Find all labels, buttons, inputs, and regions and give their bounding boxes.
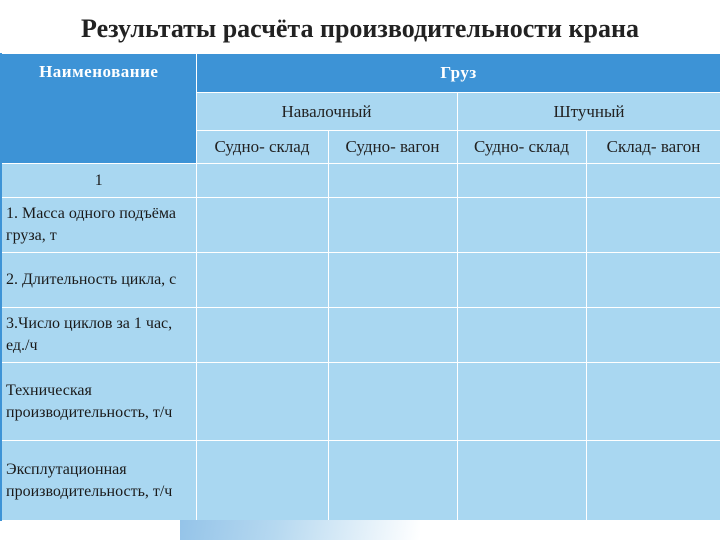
- header-name-label: Наименование: [39, 62, 159, 81]
- table-cell: [196, 164, 328, 198]
- header-cargo-label: Груз: [440, 63, 477, 82]
- table-cell: [196, 198, 328, 253]
- table-cell: [586, 164, 720, 198]
- table-cell: [196, 253, 328, 308]
- table-cell: [196, 441, 328, 521]
- table-cell: [457, 308, 586, 363]
- table-row: [1, 198, 720, 253]
- row-label-mass: 1. Масса одного подъёма груза, т: [1, 198, 196, 253]
- table-cell: [457, 253, 586, 308]
- table-row: [1, 253, 720, 308]
- table-cell: [586, 253, 720, 308]
- table-row-number: [1, 164, 720, 198]
- table-cell: [328, 253, 457, 308]
- table-cell: [586, 363, 720, 441]
- table-cell: [586, 441, 720, 521]
- table-cell: [196, 363, 328, 441]
- row-label-technical-productivity: Техническая производительность, т/ч: [1, 363, 196, 441]
- table-cell: [457, 441, 586, 521]
- header-cargo-cell: [196, 54, 720, 93]
- header-group-piece-label: Штучный: [553, 101, 625, 121]
- table-cell: [328, 308, 457, 363]
- table-row: [1, 363, 720, 441]
- header-row-cargo: [1, 54, 720, 93]
- results-table: [0, 53, 720, 521]
- table-cell: [457, 363, 586, 441]
- header-group-bulk-label: Навалочный: [281, 101, 372, 121]
- table-cell: [328, 363, 457, 441]
- table-row: [1, 308, 720, 363]
- table-cell: [328, 441, 457, 521]
- header-name-cell: [1, 54, 196, 164]
- table-cell: [196, 308, 328, 363]
- header-group-piece: [457, 93, 720, 131]
- page-title: Результаты расчёта производительности крана: [81, 14, 639, 43]
- table-cell: [328, 198, 457, 253]
- table-cell: [586, 198, 720, 253]
- row-label-cycles-per-hour: 3.Число циклов за 1 час, ед./ч: [1, 308, 196, 363]
- header-op-ship-warehouse-1: Судно- склад: [196, 131, 328, 164]
- header-group-bulk: [196, 93, 457, 131]
- table-cell: [328, 164, 457, 198]
- table-cell: [586, 308, 720, 363]
- row-label-cycle-duration: 2. Длительность цикла, с: [1, 253, 196, 308]
- row-number-cell: 1: [1, 164, 196, 198]
- decorative-corner-swoosh: [180, 520, 420, 540]
- header-op-ship-wagon: Судно- вагон: [328, 131, 457, 164]
- header-op-ship-warehouse-2: Судно- склад: [457, 131, 586, 164]
- table-row: [1, 441, 720, 521]
- table-cell: [457, 198, 586, 253]
- row-label-operational-productivity: Эксплутационная производительность, т/ч: [1, 441, 196, 521]
- header-op-warehouse-wagon: Склад- вагон: [586, 131, 720, 164]
- table-cell: [457, 164, 586, 198]
